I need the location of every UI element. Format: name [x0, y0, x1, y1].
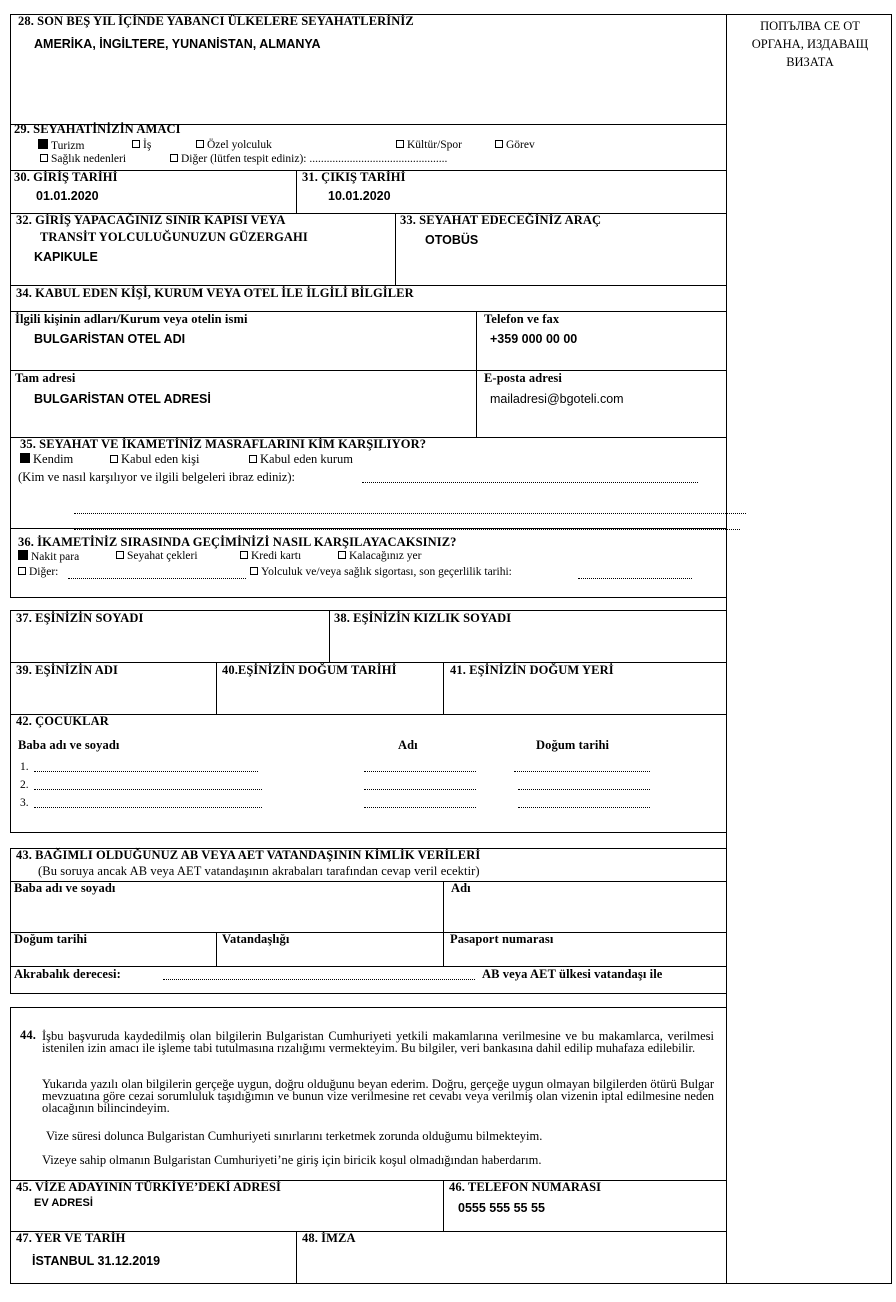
s48-label: 48. İMZA — [302, 1231, 356, 1245]
other-purpose-checkbox[interactable] — [170, 154, 178, 162]
s30-entry-date-field[interactable]: 01.01.2020 — [36, 189, 99, 203]
s35-dotted-line-2[interactable] — [74, 513, 746, 514]
s42-row-3-name[interactable] — [364, 807, 476, 808]
s42-row-2-surname[interactable] — [34, 789, 262, 790]
s43-name-cell — [443, 881, 727, 933]
s43-surname-label: Baba adı ve soyadı — [14, 881, 116, 895]
s35-option-host-org[interactable]: Kabul eden kurum — [249, 452, 353, 467]
s34-address-field[interactable]: BULGARİSTAN OTEL ADRESİ — [34, 392, 211, 406]
s36-option-cash[interactable]: Nakit para — [18, 550, 79, 563]
s37-label: 37. EŞİNİZİN SOYADI — [16, 611, 144, 625]
s35-label: 35. SEYAHAT VE İKAMETİNİZ MASRAFLARINI KİM KARŞILIYOR? — [20, 437, 427, 451]
s36-option-accommodation[interactable]: Kalacağınız yer — [338, 550, 421, 562]
s36-option-cheques[interactable]: Seyahat çekleri — [116, 550, 198, 562]
other-purpose-note: (lütfen tespit ediniz): ................................................ — [210, 153, 448, 165]
s43-label: 43. BAĞIMLI OLDUĞUNUZ AB VEYA AET VATANDAŞININ KİMLİK VERİLERİ — [16, 848, 481, 862]
s32-border-gate-field[interactable]: KAPIKULE — [34, 250, 98, 264]
health-checkbox[interactable] — [40, 154, 48, 162]
s43-name-label: Adı — [451, 881, 471, 895]
s29-option-duty[interactable]: Görev — [495, 139, 535, 151]
s38-label: 38. EŞİNİZİN KIZLIK SOYADI — [334, 611, 512, 625]
s42-col-birth: Doğum tarihi — [536, 738, 610, 752]
s47-label: 47. YER VE TARİH — [16, 1231, 126, 1245]
duty-checkbox[interactable] — [495, 140, 503, 148]
s36-option-insurance[interactable]: Yolculuk ve/veya sağlık sigortası, son geçerlilik tarihi: — [250, 566, 512, 578]
s43-sub: (Bu soruya ancak AB veya AET vatandaşının akrabaları tarafından cevap veril ecektir) — [38, 864, 480, 878]
s39-label: 39. EŞİNİZİN ADI — [16, 663, 118, 677]
s28-label: 28. SON BEŞ YIL İÇİNDE YABANCI ÜLKELERE SEYAHATLERİNİZ — [18, 14, 414, 28]
official-use-title: ПОПЪЛВА СЕ ОТ ОРГАНА, ИЗДАВАЩ ВИЗАТА — [751, 19, 869, 69]
s42-row-1-birth[interactable] — [514, 771, 650, 772]
s34-phone-label: Telefon ve fax — [484, 312, 560, 326]
s29-option-private[interactable]: Özel yolculuk — [196, 139, 272, 151]
s42-label: 42. ÇOCUKLAR — [16, 714, 109, 728]
s34-label: 34. KABUL EDEN KİŞİ, KURUM VEYA OTEL İLE İLGİLİ BİLGİLER — [16, 286, 414, 300]
s48-signature-area[interactable] — [300, 1250, 720, 1280]
s42-row-3-surname[interactable] — [34, 807, 262, 808]
s32-label-line1: 32. GİRİŞ YAPACAĞINIZ SINIR KAPISI VEYA — [16, 213, 286, 227]
s34-email-field[interactable]: mailadresi@bgoteli.com — [490, 392, 624, 406]
s42-row-1-number: 1. — [20, 761, 29, 773]
tourism-checkbox-checked[interactable] — [38, 139, 48, 149]
s42-col-surname: Baba adı ve soyadı — [18, 738, 120, 752]
s42-row-2-name[interactable] — [364, 789, 476, 790]
s34-email-label: E-posta adresi — [484, 371, 562, 385]
s35-note: (Kim ve nasıl karşılıyor ve ilgili belgeleri ibraz ediniz): — [18, 470, 295, 484]
s36-option-credit-card[interactable]: Kredi kartı — [240, 550, 301, 562]
s43-relation-end: AB veya AET ülkesi vatandaşı ile — [482, 967, 663, 981]
s34-host-name-field[interactable]: BULGARİSTAN OTEL ADI — [34, 332, 186, 346]
s31-exit-date-field[interactable]: 10.01.2020 — [328, 189, 391, 203]
other-means-checkbox[interactable] — [18, 567, 26, 575]
cash-checkbox-checked[interactable] — [18, 550, 28, 560]
s33-vehicle-field[interactable]: OTOBÜS — [425, 233, 479, 247]
official-use-panel — [726, 14, 892, 1284]
s40-label: 40.EŞİNİZİN DOĞUM TARİHİ — [222, 663, 397, 677]
s36-other-dotted-line[interactable] — [68, 578, 246, 579]
accommodation-checkbox[interactable] — [338, 551, 346, 559]
s44-number: 44. — [20, 1028, 36, 1042]
s44-paragraph-declaration: Yukarıda yazılı olan bilgilerin gerçeğe uygun, doğru olduğunu beyan ederim. Doğru, gerçeğe uygun olmayan bilgilerden ötürü Bulgar mevzuatına göre cezai sorumluluk taşıdığımın ve bunun vize verilmesine ret cevabı veya verilmiş olan vizenin iptal edilmesine neden olacağının bilincindeyim. — [42, 1077, 714, 1115]
s43-passport-label: Pasaport numarası — [450, 932, 554, 946]
s47-place-date-field[interactable]: İSTANBUL 31.12.2019 — [32, 1254, 161, 1268]
cheques-checkbox[interactable] — [116, 551, 124, 559]
s30-label: 30. GİRİŞ TARİHİ — [14, 170, 118, 184]
s42-row-2-number: 2. — [20, 779, 29, 791]
s28-previous-travels-field[interactable]: AMERİKA, İNGİLTERE, YUNANİSTAN, ALMANYA — [34, 37, 321, 51]
s29-option-health[interactable]: Sağlık nedenleri — [40, 153, 126, 165]
s44-paragraph-consent: İşbu başvuruda kaydedilmiş olan bilgilerin Bulgaristan Cumhuriyeti yetkili makamlarına verilmesine ve bu makamlarca, verilmesi istenilen izin amacı ile işleme tabi tutulmasına rızalığımı vermekteyim. Bu bilgiler, veri bankasına dahil edilip muhafaza edilebilir. — [42, 1029, 714, 1055]
culture-sport-checkbox[interactable] — [396, 140, 404, 148]
s33-label: 33. SEYAHAT EDECEĞİNİZ ARAÇ — [400, 213, 602, 227]
host-org-checkbox[interactable] — [249, 455, 257, 463]
s34-phone-field[interactable]: +359 000 00 00 — [490, 332, 578, 346]
business-checkbox[interactable] — [132, 140, 140, 148]
s43-birth-label: Doğum tarihi — [14, 932, 88, 946]
s32-label-line2: TRANSİT YOLCULUĞUNUZUN GÜZERGAHI — [40, 230, 308, 244]
s46-label: 46. TELEFON NUMARASI — [449, 1180, 602, 1194]
s31-label: 31. ÇIKIŞ TARİHİ — [302, 170, 406, 184]
s42-row-2-birth[interactable] — [518, 789, 650, 790]
s29-option-tourism[interactable]: Turizm — [38, 139, 84, 152]
s29-option-business[interactable]: İş — [132, 139, 151, 151]
s29-option-culture[interactable]: Kültür/Spor — [396, 139, 462, 151]
s34-name-label: İlgili kişinin adları/Kurum veya otelin ismi — [15, 312, 248, 326]
s29-option-other[interactable]: Diğer (lütfen tespit ediniz): ................................................ — [170, 153, 447, 165]
s44-paragraph-leave: Vize süresi dolunca Bulgaristan Cumhuriyeti sınırlarını terketmek zorunda olduğumu bilmekteyim. — [46, 1129, 543, 1143]
s36-label: 36. İKAMETİNİZ SIRASINDA GEÇİMİNİZİ NASIL KARŞILAYACAKSINIZ? — [18, 535, 457, 549]
credit-card-checkbox[interactable] — [240, 551, 248, 559]
insurance-checkbox[interactable] — [250, 567, 258, 575]
s46-phone-field[interactable]: 0555 555 55 55 — [458, 1201, 545, 1215]
section-42 — [10, 714, 727, 833]
s43-citizenship-label: Vatandaşlığı — [222, 932, 290, 946]
s45-label: 45. VİZE ADAYININ TÜRKİYE’DEKİ ADRESİ — [16, 1180, 281, 1194]
s42-row-1-name[interactable] — [364, 771, 476, 772]
s42-row-1-surname[interactable] — [34, 771, 258, 772]
s36-option-other[interactable]: Diğer: — [18, 566, 58, 578]
s42-col-name: Adı — [398, 738, 418, 752]
s34-address-label: Tam adresi — [15, 371, 76, 385]
s45-address-field[interactable]: EV ADRESİ — [34, 1197, 93, 1209]
s43-relation-label: Akrabalık derecesi: — [14, 967, 121, 981]
private-trip-checkbox[interactable] — [196, 140, 204, 148]
s44-paragraph-entry: Vizeye sahip olmanın Bulgaristan Cumhuriyeti’ne giriş için biricik koşul olmadığından haberdarım. — [42, 1153, 542, 1167]
self-checkbox-checked[interactable] — [20, 453, 30, 463]
s35-dotted-line-1[interactable] — [362, 482, 698, 483]
section-28 — [10, 14, 727, 125]
s43-relation-dotted-line[interactable] — [163, 979, 475, 980]
s36-insurance-dotted-line[interactable] — [578, 578, 692, 579]
host-person-checkbox[interactable] — [110, 455, 118, 463]
s35-option-host-person[interactable]: Kabul eden kişi — [110, 452, 199, 467]
s29-label: 29. SEYAHATİNİZİN AMACI — [14, 122, 181, 136]
s41-label: 41. EŞİNİZİN DOĞUM YERİ — [450, 663, 614, 677]
s42-row-3-number: 3. — [20, 797, 29, 809]
s35-option-self[interactable]: Kendim — [20, 452, 73, 467]
s42-row-3-birth[interactable] — [518, 807, 650, 808]
